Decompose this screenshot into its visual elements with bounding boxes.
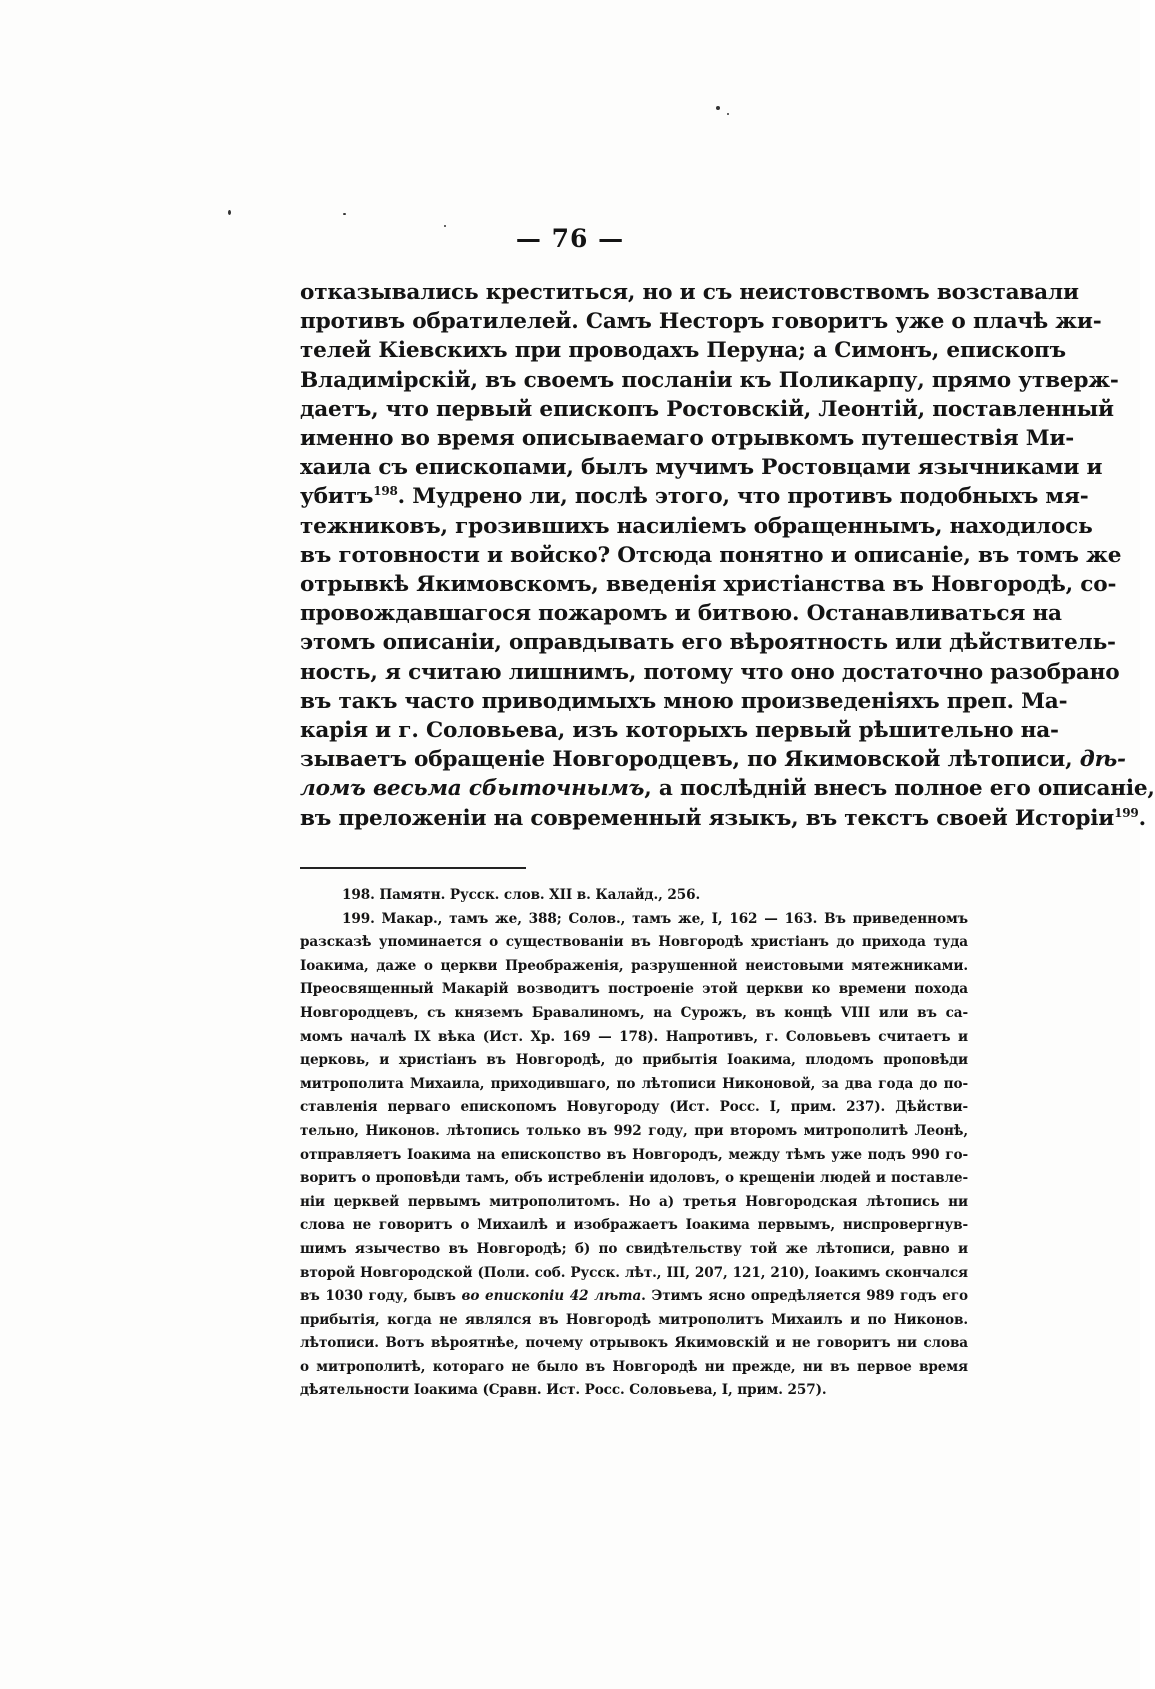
footnote-199-line bbox=[300, 1285, 968, 1309]
scan-speck bbox=[343, 213, 346, 215]
text-line bbox=[300, 482, 1089, 511]
text-line: телей Кіевскихъ при проводахъ Перуна; а Симонъ, епископъ bbox=[300, 338, 1066, 364]
text-run: въ преложеніи на современный языкъ, въ текстъ своей Исторіи bbox=[300, 805, 1115, 831]
footnote-199-line: слова не говоритъ о Михаилѣ и изображаетъ Іоакима первымъ, ниспровергнув- bbox=[300, 1217, 968, 1234]
main-text bbox=[300, 278, 1155, 833]
footnote-198: 198. Памятн. Русск. слов. XII в. Калайд., 256. bbox=[342, 887, 701, 903]
footnote-199-line: Новгородцевъ, съ княземъ Бравалиномъ, на Сурожъ, въ концѣ VIII или въ са- bbox=[300, 1004, 968, 1021]
text-line: отказывались креститься, но и съ неистовствомъ возставали bbox=[300, 280, 1079, 305]
footnote-199-line: прибытія, когда не являлся въ Новгородѣ митрополитъ Михаилъ и по Никонов. bbox=[300, 1311, 968, 1328]
text-line bbox=[300, 774, 1155, 803]
text-line bbox=[300, 804, 1146, 833]
footnote-199-line: тельно, Никонов. лѣтопись только въ 992 году, при второмъ митрополитѣ Леонѣ, bbox=[300, 1122, 968, 1139]
footnote-199-line: митрополита Михаила, приходившаго, по лѣтописи Никоновой, за два года до по- bbox=[300, 1075, 968, 1092]
footnote-199-line: лѣтописи. Вотъ вѣроятнѣе, почему отрывокъ Якимовскій и не говоритъ ни слова bbox=[300, 1335, 968, 1352]
italic-run: во епископіи 42 лѣта bbox=[461, 1288, 642, 1305]
text-line: этомъ описаніи, оправдывать его вѣроятность или дѣйствитель- bbox=[300, 630, 1116, 656]
footnote-divider bbox=[300, 867, 526, 869]
text-line bbox=[300, 745, 1126, 774]
text-line: карія и г. Соловьева, изъ которыхъ первый рѣшительно на- bbox=[300, 718, 1059, 744]
footnote-199-line: церковь, и христіанъ въ Новгородѣ, до прибытія Іоакима, плодомъ проповѣди bbox=[300, 1052, 968, 1069]
footnote-199-line: дѣятельности Іоакима (Сравн. Ист. Росс. Соловьева, I, прим. 257). bbox=[300, 1382, 827, 1399]
text-line: отрывкѣ Якимовскомъ, введенія христіанства въ Новгородѣ, со- bbox=[300, 572, 1117, 598]
footnote-199-line: шимъ язычество въ Новгородѣ; б) по свидѣтельству той же лѣтописи, равно и bbox=[300, 1240, 968, 1257]
text-run: , а послѣднiй внесъ полное его описаніе, bbox=[644, 776, 1155, 802]
footnote-199-line: воритъ о проповѣди тамъ, объ истребленіи идоловъ, о крещеніи людей и поставле- bbox=[300, 1170, 968, 1187]
text-line: противъ обратилелей. Самъ Несторъ говоритъ уже о плачѣ жи- bbox=[300, 309, 1102, 335]
page-number: — 76 — bbox=[515, 224, 625, 253]
text-line: именно во время описываемаго отрывкомъ путешествія Ми- bbox=[300, 426, 1075, 452]
text-line: провождавшагося пожаромъ и битвою. Останавливаться на bbox=[300, 601, 1062, 627]
scan-speck bbox=[228, 210, 231, 215]
footnote-199-line: разсказѣ упоминается о существованіи въ Новгородѣ христіанъ до прихода туда bbox=[300, 934, 968, 951]
text-line: даетъ, что первый епископъ Ростовскій, Леонтій, поставленный bbox=[300, 396, 1114, 422]
footnote-199-line: Преосвященный Макарій возводитъ построеніе этой церкви ко времени похода bbox=[300, 981, 968, 998]
text-run: убитъ bbox=[300, 484, 374, 510]
text-line: ность, я считаю лишнимъ, потому что оно достаточно разобрано bbox=[300, 659, 1120, 685]
footnote-199-line: о митрополитѣ, котораго не было въ Новгородѣ ни прежде, ни въ первое время bbox=[300, 1358, 968, 1375]
text-run: зываетъ обращеніе Новгородцевъ, по Якимовской лѣтописи, bbox=[300, 747, 1080, 773]
footnote-199-line: ставленія перваго епископомъ Новугороду (Ист. Росс. I, прим. 237). Дѣйстви- bbox=[300, 1099, 968, 1116]
footnotes bbox=[300, 884, 968, 1403]
footnote-199-line: момъ началѣ IX вѣка (Ист. Хр. 169 — 178). Напротивъ, г. Соловьевъ считаетъ и bbox=[300, 1028, 968, 1045]
footnote-ref-199[interactable]: 199 bbox=[1114, 805, 1139, 820]
footnote-199-line: 199. Макар., тамъ же, 388; Солов., тамъ же, I, 162 — 163. Въ приведенномъ bbox=[342, 910, 968, 927]
footnote-199-line: второй Новгородской (Поли. соб. Русск. лѣт., III, 207, 121, 210), Іоакимъ скончался bbox=[300, 1264, 968, 1281]
text-run: . Этимъ ясно опредѣляется 989 годъ его bbox=[641, 1288, 968, 1305]
text-run: въ 1030 году, бывъ bbox=[300, 1288, 462, 1305]
text-line: въ такъ часто приводимыхъ мною произведеніяхъ преп. Ма- bbox=[300, 688, 1068, 714]
text-line: хаила съ епископами, былъ мучимъ Ростовцами язычниками и bbox=[300, 455, 1103, 481]
scan-speck bbox=[727, 113, 729, 115]
footnote-ref-198[interactable]: 198 bbox=[373, 484, 398, 499]
text-line: тежниковъ, грозившихъ насиліемъ обращеннымъ, находилось bbox=[300, 513, 1093, 539]
italic-run: дѣ- bbox=[1079, 747, 1126, 773]
italic-run: ломъ весьма сбыточнымъ bbox=[300, 776, 645, 802]
footnote-199-line: Іоакима, даже о церкви Преображенія, разрушенной неистовыми мятежниками. bbox=[300, 957, 968, 974]
text-line: въ готовности и войско? Отсюда понятно и описаніе, въ томъ же bbox=[300, 542, 1122, 568]
text-run: . bbox=[1138, 805, 1146, 831]
text-line: Владимірскій, въ своемъ посланіи къ Поликарпу, прямо утверж- bbox=[300, 367, 1119, 393]
text-run: . Мудрено ли, послѣ этого, что противъ подобныхъ мя- bbox=[397, 484, 1089, 510]
scan-speck bbox=[716, 106, 720, 110]
footnote-199-line: отправляетъ Іоакима на епископство въ Новгородъ, между тѣмъ уже подъ 990 го- bbox=[300, 1146, 968, 1163]
footnote-199-line: ніи церквей первымъ митрополитомъ. Но а) третья Новгородская лѣтопись ни bbox=[300, 1193, 968, 1210]
